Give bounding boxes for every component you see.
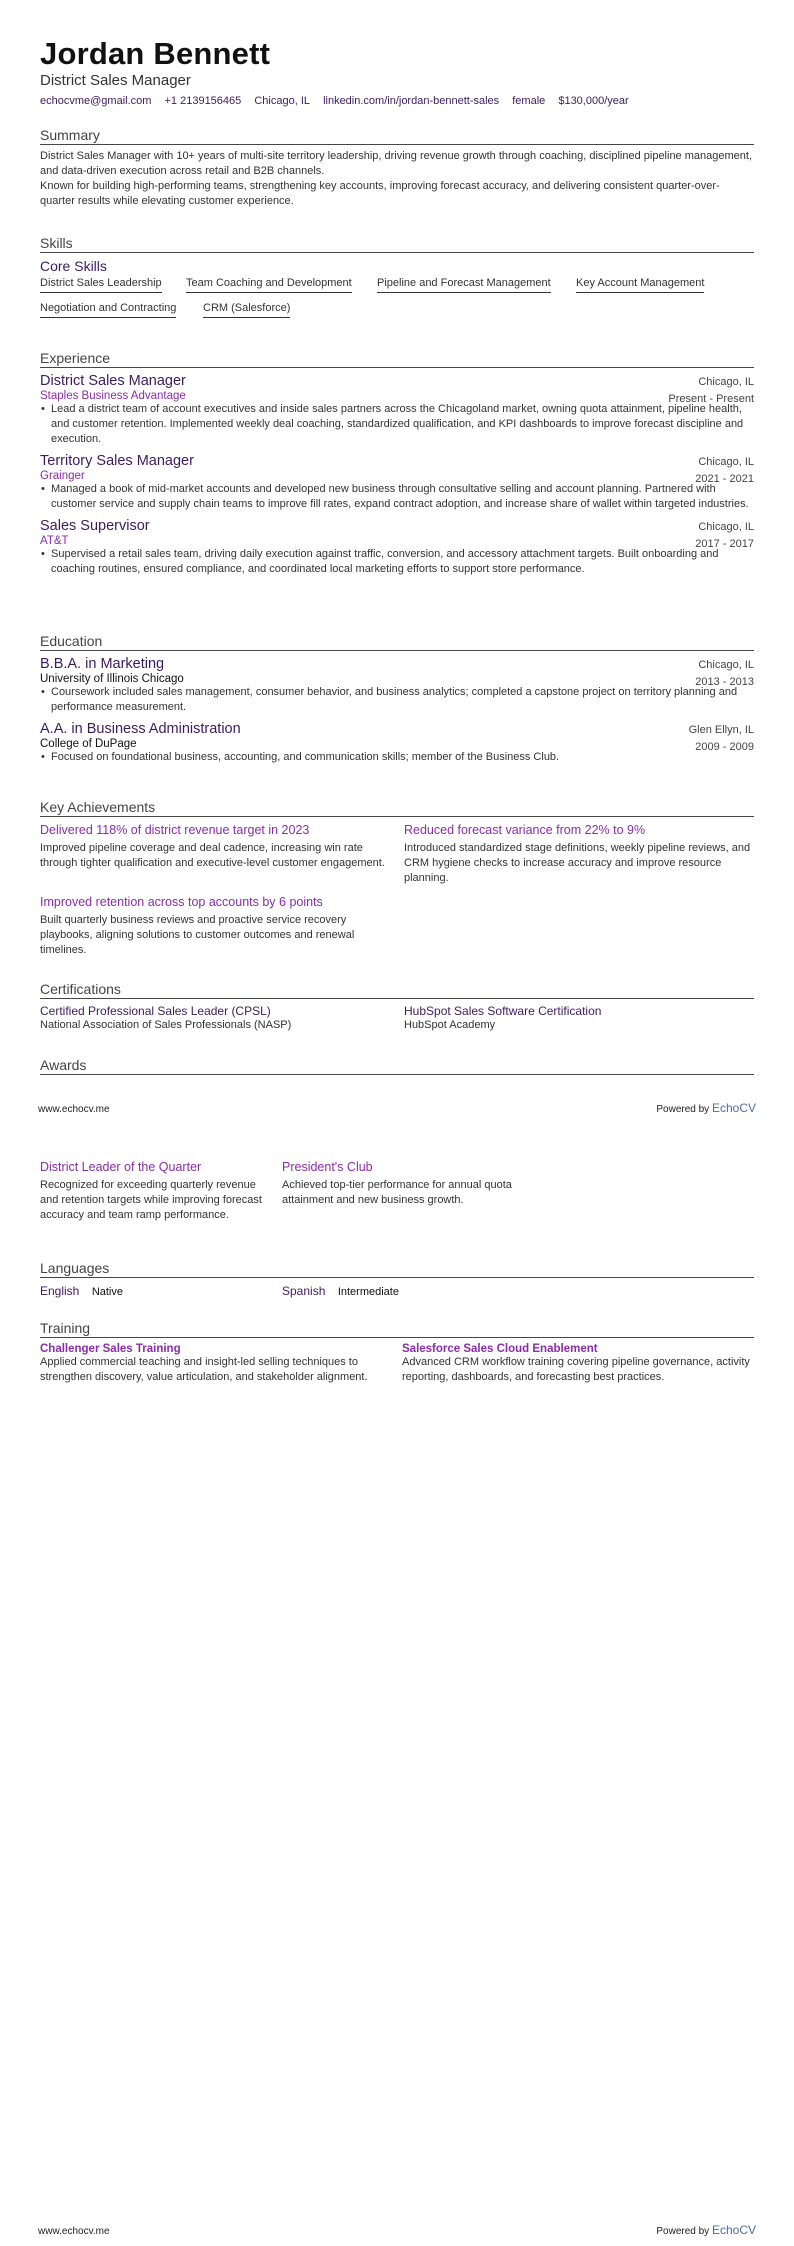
- achievements-section: [40, 799, 754, 957]
- contact-email[interactable]: echocvme@gmail.com: [40, 95, 152, 107]
- job-location: Chicago, IL: [698, 376, 754, 388]
- training-item: [40, 1343, 396, 1385]
- certification-item: [404, 1004, 754, 1033]
- job-bullet: • Supervised a retail sales team, driving daily execution against traffic, conversion, and accessory attachment targets. Built onboarding and coaching routines, ensured compliance, and coordinated local marketing efforts to support store performance.: [40, 547, 754, 577]
- training-text: Applied commercial teaching and insight-led selling techniques to strengthen discovery, value articulation, and stakeholder alignment.: [40, 1356, 368, 1383]
- skills-section: [40, 235, 754, 334]
- training-name: Challenger Sales Training: [40, 1343, 181, 1355]
- job-entry: [40, 373, 754, 447]
- degree-title: A.A. in Business Administration: [40, 721, 241, 737]
- school-name: University of Illinois Chicago: [40, 673, 184, 685]
- certification-issuer: HubSpot Academy: [404, 1019, 496, 1031]
- job-company: Grainger: [40, 470, 85, 482]
- job-entry: [40, 518, 754, 577]
- language-name: English: [40, 1284, 80, 1298]
- echocv-logo[interactable]: EchoCV: [711, 2223, 756, 2237]
- education-entry: [40, 656, 754, 715]
- section-heading: Key Achievements: [40, 799, 754, 817]
- award-text: Achieved top-tier performance for annual quota attainment and new business growth.: [282, 1179, 512, 1206]
- achievement-text: Introduced standardized stage definitions, weekly pipeline reviews, and CRM hygiene checks to increase accuracy and improve resource planning.: [404, 842, 751, 884]
- achievement-item: [404, 823, 754, 886]
- achievement-item: [40, 895, 390, 958]
- languages-section: [40, 1260, 754, 1300]
- powered-by: [656, 2223, 756, 2237]
- job-location: Chicago, IL: [698, 456, 754, 468]
- certification-name: HubSpot Sales Software Certification: [404, 1004, 602, 1018]
- award-title: District Leader of the Quarter: [40, 1160, 202, 1174]
- summary-paragraph: District Sales Manager with 10+ years of multi-site territory leadership, driving revenue growth through coaching, disciplined pipeline management, and data-driven execution across retail and B2B channels.: [40, 150, 752, 177]
- section-heading: Training: [40, 1320, 754, 1338]
- awards-section: [40, 1057, 754, 1075]
- degree-title: B.B.A. in Marketing: [40, 656, 165, 672]
- award-title: President's Club: [282, 1160, 373, 1174]
- education-bullet: • Coursework included sales management, consumer behavior, and business analytics; completed a capstone project on territory planning and performance measurement.: [40, 685, 754, 715]
- contact-salary: $130,000/year: [558, 95, 629, 107]
- job-title: Territory Sales Manager: [40, 453, 194, 469]
- section-heading: Education: [40, 633, 754, 651]
- certification-item: [40, 1004, 390, 1033]
- achievement-item: [40, 823, 390, 871]
- skill-chip: Pipeline and Forecast Management: [377, 277, 551, 293]
- training-item: [402, 1343, 754, 1385]
- section-heading: Experience: [40, 350, 754, 368]
- job-entry: [40, 453, 754, 512]
- job-dates: Present - Present: [668, 393, 754, 405]
- candidate-title: District Sales Manager: [40, 72, 191, 89]
- skill-chip: District Sales Leadership: [40, 277, 162, 293]
- award-text: Recognized for exceeding quarterly revenue and retention targets while improving forecast accuracy and team ramp performance.: [40, 1179, 262, 1221]
- language-item: [282, 1282, 399, 1300]
- summary-section: [40, 127, 754, 209]
- experience-section: [40, 350, 754, 577]
- award-item: [282, 1160, 522, 1208]
- job-title: Sales Supervisor: [40, 518, 150, 534]
- contact-line: [40, 95, 639, 107]
- certification-issuer: National Association of Sales Professionals (NASP): [40, 1019, 292, 1031]
- certifications-section: [40, 981, 754, 1035]
- job-bullet: • Managed a book of mid-market accounts and developed new business through consultative selling and account planning. Partnered with customer service and supply chain teams to improve fill rates, expand contract adoption, and increase share of wallet within targeted industries.: [40, 482, 754, 512]
- contact-location: Chicago, IL: [254, 95, 310, 107]
- school-name: College of DuPage: [40, 738, 137, 750]
- contact-linkedin[interactable]: linkedin.com/in/jordan-bennett-sales: [323, 95, 500, 107]
- powered-prefix: Powered by: [656, 2226, 710, 2237]
- education-dates: 2009 - 2009: [695, 741, 754, 753]
- contact-gender: female: [512, 95, 546, 107]
- achievement-text: Improved pipeline coverage and deal cadence, increasing win rate through tighter qualification and executive-level customer engagement.: [40, 842, 385, 869]
- footer-site[interactable]: www.echocv.me: [38, 1104, 110, 1115]
- education-section: [40, 633, 754, 765]
- candidate-name: Jordan Bennett: [40, 36, 271, 71]
- achievement-text: Built quarterly business reviews and proactive service recovery playbooks, aligning solutions to customer outcomes and renewal timelines.: [40, 914, 355, 956]
- achievement-title: Improved retention across top accounts by 6 points: [40, 895, 323, 909]
- job-company: Staples Business Advantage: [40, 390, 186, 402]
- job-location: Chicago, IL: [698, 521, 754, 533]
- section-heading: Languages: [40, 1260, 754, 1278]
- certification-name: Certified Professional Sales Leader (CPSL): [40, 1004, 271, 1018]
- job-dates: 2021 - 2021: [695, 473, 754, 485]
- training-name: Salesforce Sales Cloud Enablement: [402, 1343, 598, 1355]
- section-heading: Skills: [40, 235, 754, 253]
- powered-by: [656, 1101, 756, 1115]
- award-item: [40, 1160, 270, 1223]
- skill-chip: Team Coaching and Development: [186, 277, 352, 293]
- language-level: Intermediate: [337, 1286, 399, 1298]
- job-company: AT&T: [40, 535, 69, 547]
- footer-site[interactable]: www.echocv.me: [38, 2226, 110, 2237]
- section-heading: Awards: [40, 1057, 754, 1075]
- contact-phone[interactable]: +1 2139156465: [164, 95, 242, 107]
- skill-chip: Key Account Management: [576, 277, 704, 293]
- summary-paragraph: Known for building high-performing teams, strengthening key accounts, improving forecast accuracy, and delivering consistent quarter-over-quarter results while elevating customer experience.: [40, 180, 720, 207]
- education-location: Chicago, IL: [698, 659, 754, 671]
- skill-chip: CRM (Salesforce): [203, 302, 290, 318]
- language-level: Native: [91, 1286, 123, 1298]
- education-location: Glen Ellyn, IL: [688, 724, 754, 736]
- education-dates: 2013 - 2013: [695, 676, 754, 688]
- education-entry: [40, 721, 754, 765]
- section-heading: Summary: [40, 127, 754, 145]
- language-item: [40, 1282, 123, 1300]
- skill-chip: Negotiation and Contracting: [40, 302, 176, 318]
- skills-group-title: Core Skills: [40, 258, 107, 274]
- achievement-title: Delivered 118% of district revenue target in 2023: [40, 823, 310, 837]
- education-bullet: • Focused on foundational business, accounting, and communication skills; member of the Business Club.: [40, 750, 754, 765]
- powered-prefix: Powered by: [656, 1104, 710, 1115]
- job-bullet: • Lead a district team of account executives and inside sales partners across the Chicagoland market, owning quota attainment, pipeline health, and customer retention. Implemented weekly deal coaching, standardized qualification, and KPI dashboards to improve forecast discipline and execution.: [40, 402, 754, 447]
- language-name: Spanish: [282, 1284, 326, 1298]
- section-heading: Certifications: [40, 981, 754, 999]
- job-title: District Sales Manager: [40, 373, 186, 389]
- achievement-title: Reduced forecast variance from 22% to 9%: [404, 823, 646, 837]
- training-section: [40, 1320, 754, 1388]
- echocv-logo[interactable]: EchoCV: [711, 1101, 756, 1115]
- job-dates: 2017 - 2017: [695, 538, 754, 550]
- training-text: Advanced CRM workflow training covering pipeline governance, activity reporting, dashboards, and forecasting best practices.: [402, 1356, 750, 1383]
